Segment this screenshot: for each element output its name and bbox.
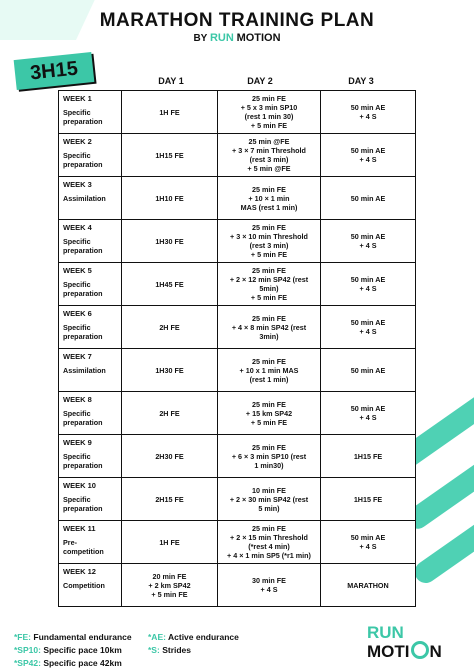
table-row	[59, 134, 416, 177]
week-phase: Specific preparation	[63, 280, 103, 299]
workout-line: 50 min AE	[350, 193, 386, 203]
workout-line: (rest 3 min)	[249, 155, 289, 164]
workout-line: 30 min FE	[252, 576, 286, 585]
workout-line: 1 min30)	[254, 460, 284, 470]
day-1-cell	[122, 306, 218, 349]
week-cell	[59, 263, 122, 306]
day-1-cell	[122, 521, 218, 564]
workout-line: + 5 min @FE	[247, 164, 291, 173]
day-3-cell	[321, 521, 416, 564]
day-3-cell	[321, 220, 416, 263]
week-cell	[59, 521, 122, 564]
day-2-cell	[218, 435, 321, 478]
workout-line: + 4 × 1 min SP5 (*r1 min)	[227, 551, 311, 560]
week-label: WEEK 12	[63, 567, 96, 576]
week-phase: Specific preparation	[63, 323, 103, 342]
day-3-cell	[321, 134, 416, 177]
day-3-cell	[321, 392, 416, 435]
workout-line: + 5 min FE	[250, 250, 288, 259]
week-label: WEEK 2	[63, 137, 92, 146]
table-row	[59, 478, 416, 521]
workout-line: + 10 × 1 min	[248, 193, 290, 203]
day-2-cell	[218, 177, 321, 220]
week-cell	[59, 177, 122, 220]
week-phase: Specific preparation	[63, 452, 103, 471]
week-label: WEEK 8	[63, 395, 92, 404]
week-phase: Specific preparation	[63, 151, 103, 170]
week-phase: Competition	[63, 581, 105, 591]
day-3-cell	[321, 306, 416, 349]
workout-line: + 5 min FE	[151, 589, 188, 599]
workout-line: 5min)	[259, 284, 279, 293]
workout-line: 50 min AE	[350, 146, 386, 155]
workout-line: 1H10 FE	[155, 193, 184, 203]
workout-line: + 4 S	[260, 585, 278, 594]
workout-line: + 15 km SP42	[245, 408, 293, 418]
workout-line: 1H15 FE	[155, 150, 184, 160]
week-cell	[59, 392, 122, 435]
workout-line: (rest 1 min 30)	[244, 112, 294, 121]
workout-line: + 10 x 1 min MAS	[239, 365, 299, 375]
workout-line: 25 min FE	[252, 94, 286, 103]
week-phase: Specific preparation	[63, 495, 103, 514]
workout-line: 20 min FE	[152, 571, 187, 581]
day-1-cell	[122, 478, 218, 521]
day-3-cell	[321, 263, 416, 306]
workout-line: 25 min @FE	[248, 137, 290, 146]
day-2-cell	[218, 220, 321, 263]
week-label: WEEK 10	[63, 481, 96, 490]
week-label: WEEK 3	[63, 180, 92, 189]
table-row	[59, 220, 416, 263]
workout-line: + 6 × 3 min SP10 (rest	[231, 451, 307, 461]
workout-line: + 4 S	[359, 542, 377, 551]
day-3-cell	[321, 91, 416, 134]
table-row	[59, 91, 416, 134]
workout-line: MAS (rest 1 min)	[240, 202, 298, 212]
week-cell	[59, 478, 122, 521]
week-label: WEEK 9	[63, 438, 92, 447]
workout-line: 25 min FE	[252, 399, 286, 409]
workout-line: 10 min FE	[252, 485, 286, 495]
day-1-cell	[122, 220, 218, 263]
day-1-cell	[122, 392, 218, 435]
day-1-cell	[122, 564, 218, 607]
workout-line: + 5 min FE	[250, 417, 288, 427]
workout-line: 2H FE	[159, 408, 180, 418]
workout-line: 1H30 FE	[155, 365, 184, 375]
day-2-cell	[218, 134, 321, 177]
training-plan-table	[58, 90, 416, 607]
day-2-cell	[218, 392, 321, 435]
workout-line: 2H15 FE	[155, 494, 184, 504]
workout-line: 1H15 FE	[353, 451, 383, 461]
table-row	[59, 521, 416, 564]
target-time-badge: 3H15	[14, 52, 95, 90]
logo-run: RUN	[367, 623, 404, 642]
table-row	[59, 263, 416, 306]
week-label: WEEK 1	[63, 94, 92, 103]
week-cell	[59, 220, 122, 263]
day-2-cell	[218, 564, 321, 607]
workout-line: 1H FE	[159, 537, 180, 547]
day-1-cell	[122, 435, 218, 478]
day-3-cell	[321, 478, 416, 521]
workout-line: 1H15 FE	[353, 494, 383, 504]
workout-line: + 4 S	[359, 413, 377, 422]
workout-line: 50 min AE	[350, 533, 386, 542]
day-2-cell	[218, 521, 321, 564]
byline	[0, 32, 474, 44]
logo-ring-icon	[411, 641, 429, 659]
day-3-cell	[321, 177, 416, 220]
week-label: WEEK 6	[63, 309, 92, 318]
workout-line: (rest 3 min)	[249, 241, 289, 250]
workout-line: 2H30 FE	[155, 451, 184, 461]
byline-by: BY	[193, 33, 208, 44]
week-phase: Specific preparation	[63, 237, 103, 256]
workout-line: + 5 min FE	[250, 293, 288, 302]
day-3-cell	[321, 435, 416, 478]
week-phase: Assimilation	[63, 194, 106, 204]
table-row	[59, 435, 416, 478]
week-label: WEEK 11	[63, 524, 96, 533]
run-motion-logo	[367, 625, 442, 660]
table-row	[59, 177, 416, 220]
workout-line: + 2 km SP42	[148, 580, 191, 590]
day-1-cell	[122, 263, 218, 306]
day-3-cell	[321, 564, 416, 607]
day-2-cell	[218, 349, 321, 392]
workout-line: 1H FE	[159, 107, 180, 117]
workout-line: 50 min AE	[350, 365, 386, 375]
week-phase: Specific preparation	[63, 108, 103, 127]
day-2-cell	[218, 263, 321, 306]
workout-line: 3min)	[259, 331, 279, 341]
workout-line: + 4 × 8 min SP42 (rest	[231, 322, 307, 332]
logo-motion: MOTI N	[367, 642, 442, 661]
day-2-header: DAY 2	[247, 76, 273, 86]
day-1-header: DAY 1	[158, 76, 184, 86]
workout-line: 25 min FE	[252, 223, 286, 232]
workout-line: + 3 × 7 min Threshold	[232, 146, 306, 155]
workout-line: 50 min AE	[350, 275, 386, 284]
workout-line: (*rest 4 min)	[248, 542, 290, 551]
day-2-cell	[218, 91, 321, 134]
byline-brand-run: RUN	[209, 32, 234, 44]
day-3-cell	[321, 349, 416, 392]
legend-strides: *S: Strides	[148, 645, 192, 655]
table-row	[59, 564, 416, 607]
legend-ae: *AE: Active endurance	[148, 632, 239, 642]
workout-line: + 4 S	[359, 241, 377, 250]
week-label: WEEK 7	[63, 352, 92, 361]
workout-line: + 4 S	[359, 155, 377, 164]
workout-line: 50 min AE	[350, 404, 386, 413]
workout-line: + 4 S	[359, 284, 377, 293]
workout-line: + 4 S	[359, 327, 377, 336]
workout-line: 25 min FE	[252, 524, 286, 533]
workout-line: MARATHON	[347, 580, 389, 590]
workout-line: + 2 × 12 min SP42 (rest	[229, 275, 309, 284]
workout-line: 1H30 FE	[155, 236, 184, 246]
week-cell	[59, 91, 122, 134]
week-cell	[59, 564, 122, 607]
day-2-cell	[218, 306, 321, 349]
workout-line: 25 min FE	[252, 184, 286, 194]
week-phase: Pre-competition	[63, 538, 104, 557]
workout-line: 1H45 FE	[155, 279, 184, 289]
workout-line: 5 min)	[258, 503, 280, 513]
day-1-cell	[122, 349, 218, 392]
workout-line: 25 min FE	[252, 266, 286, 275]
week-cell	[59, 134, 122, 177]
week-cell	[59, 306, 122, 349]
workout-line: 25 min FE	[252, 442, 286, 452]
table-row	[59, 306, 416, 349]
workout-line: + 5 x 3 min SP10	[240, 103, 298, 112]
workout-line: + 2 × 15 min Threshold	[230, 533, 308, 542]
day-1-cell	[122, 91, 218, 134]
workout-line: 50 min AE	[350, 318, 386, 327]
workout-line: + 2 × 30 min SP42 (rest	[229, 494, 309, 504]
week-cell	[59, 349, 122, 392]
workout-line: 25 min FE	[252, 356, 286, 366]
week-phase: Assimilation	[63, 366, 106, 376]
week-label: WEEK 4	[63, 223, 92, 232]
workout-line: + 3 × 10 min Threshold	[230, 232, 308, 241]
day-1-cell	[122, 177, 218, 220]
table-row	[59, 349, 416, 392]
week-phase: Specific preparation	[63, 409, 103, 428]
legend-fe: *FE: Fundamental endurance	[14, 632, 132, 642]
day-1-cell	[122, 134, 218, 177]
table-row	[59, 392, 416, 435]
legend-sp42: *SP42: Specific pace 42km	[14, 658, 122, 668]
day-3-header: DAY 3	[348, 76, 374, 86]
workout-line: + 5 min FE	[250, 121, 288, 130]
day-2-cell	[218, 478, 321, 521]
legend-sp10: *SP10: Specific pace 10km	[14, 645, 122, 655]
byline-brand-motion: MOTION	[236, 32, 281, 44]
week-cell	[59, 435, 122, 478]
workout-line: 25 min FE	[252, 313, 286, 323]
page-title: MARATHON TRAINING PLAN	[99, 10, 375, 31]
workout-line: 50 min AE	[350, 103, 386, 112]
week-label: WEEK 5	[63, 266, 92, 275]
workout-line: 50 min AE	[350, 232, 386, 241]
workout-line: 2H FE	[159, 322, 180, 332]
workout-line: + 4 S	[359, 112, 377, 121]
workout-line: (rest 1 min)	[249, 374, 289, 384]
